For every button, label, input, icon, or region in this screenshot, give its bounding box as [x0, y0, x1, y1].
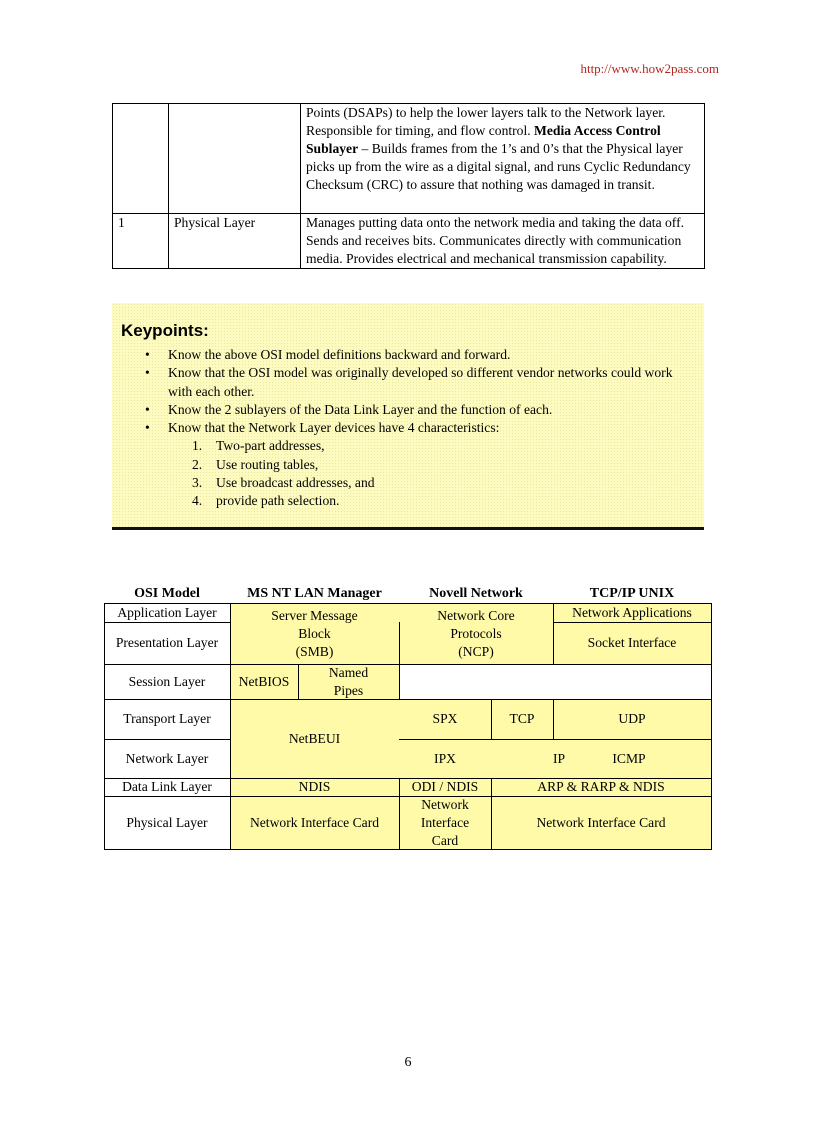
diagram-divider [553, 622, 711, 623]
diagram-divider [399, 622, 400, 699]
header-url[interactable]: http://www.how2pass.com [580, 61, 719, 76]
header-novell-network: Novell Network [429, 586, 523, 601]
diagram-divider [553, 699, 554, 739]
udp-label: UDP [618, 711, 646, 726]
list-item: 2. Use routing tables, [192, 456, 319, 472]
odi-ndis-label: ODI / NDIS [411, 779, 479, 794]
list-item: • Know that the Network Layer devices have 4 characteristics: 1. Two-part addresses, 2. Use routing tables, 3. Use broadcast addresses, and 4. provide path selection. [112, 419, 688, 510]
list-item: 1. Two-part addresses, [192, 438, 325, 454]
header-ms-nt-lan-manager: MS NT LAN Manager [247, 586, 382, 601]
keypoints-list [112, 346, 688, 511]
netbios-label: NetBIOS [238, 673, 290, 689]
ipx-label: IPX [434, 750, 456, 766]
named-pipes-label: Named Pipes [328, 664, 369, 698]
bullet-icon: • [145, 365, 150, 381]
diagram-border [104, 849, 712, 850]
tcp-label: TCP [509, 711, 535, 726]
ip-label: IP [552, 750, 566, 766]
bullet-icon: • [145, 401, 150, 417]
layer-description-cell: Points (DSAPs) to help the lower layers talk to the Network layer. Responsible for timing, and flow control. Media Access Control Sublayer – Builds frames from the 1’s and 0’s that the Physical layer picks up from the wire as a digital signal, and runs Cyclic Redundancy Checksum (CRC) to assure that nothing was damaged in transit. [301, 104, 705, 214]
layer-number-cell [113, 104, 169, 214]
arp-rarp-ndis-label: ARP & RARP & NDIS [537, 779, 665, 794]
diagram-divider [104, 796, 711, 797]
list-item: 4. provide path selection. [192, 493, 340, 509]
diagram-divider [491, 778, 492, 850]
layer-number-cell: 1 [113, 214, 169, 269]
list-item: • Know the 2 sublayers of the Data Link Layer and the function of each. [112, 401, 688, 419]
osi-data-link-layer: Data Link Layer [122, 779, 212, 794]
diagram-divider [104, 739, 230, 740]
osi-network-layer: Network Layer [125, 750, 209, 766]
diagram-divider [104, 778, 711, 779]
layer-name-cell [169, 104, 301, 214]
header-tcpip-unix: TCP/IP UNIX [589, 586, 675, 601]
tcpip-nic-label: Network Interface Card [536, 815, 666, 830]
novell-nic-label: Network Interface Card [420, 797, 470, 848]
diagram-divider [104, 622, 230, 623]
diagram-divider [553, 603, 554, 664]
diagram-border [104, 603, 712, 604]
spx-label: SPX [432, 711, 458, 726]
list-item: • Know that the OSI model was originally developed so different vendor networks could work with each other. [145, 365, 673, 399]
diagram-divider [491, 699, 492, 739]
diagram-divider [104, 699, 711, 700]
osi-presentation-layer: Presentation Layer [115, 635, 219, 650]
list-item: • Know the above OSI model definitions backward and forward. [112, 346, 688, 364]
icmp-label: ICMP [612, 750, 646, 766]
diagram-border [711, 603, 712, 850]
smb-label: Server Message Block (SMB) [271, 608, 358, 659]
diagram-border [104, 603, 105, 850]
table-row [113, 104, 705, 214]
osi-application-layer: Application Layer [117, 605, 217, 620]
osi-session-layer: Session Layer [128, 673, 206, 689]
ms-ndis-label: NDIS [298, 779, 331, 794]
bullet-icon: • [145, 420, 150, 436]
diagram-divider [230, 603, 231, 850]
diagram-divider [298, 664, 299, 699]
page-number: 6 [404, 1055, 412, 1070]
header-osi-model: OSI Model [134, 586, 200, 601]
keypoints-box [112, 303, 704, 530]
layer-name-cell: Physical Layer [169, 214, 301, 269]
bullet-icon: • [145, 347, 150, 362]
osi-physical-layer: Physical Layer [126, 815, 208, 830]
diagram-divider [399, 778, 400, 850]
ms-nic-label: Network Interface Card [249, 815, 380, 830]
layer-description-cell: Manages putting data onto the network media and taking the data off. Sends and receives bits. Communicates directly with communication media. Provides electrical and mechanical transmission capability. [301, 214, 705, 269]
network-applications-label: Network Applications [572, 605, 692, 620]
socket-interface-label: Socket Interface [587, 635, 677, 650]
keypoints-title: Keypoints: [121, 321, 209, 340]
table-row [113, 214, 705, 269]
diagram-divider [399, 739, 711, 740]
osi-definitions-table [112, 103, 705, 269]
osi-transport-layer: Transport Layer [123, 711, 211, 726]
netbeui-label: NetBEUI [288, 730, 341, 746]
characteristics-list [168, 437, 688, 510]
ncp-label: Network Core Protocols (NCP) [437, 608, 515, 659]
list-item: 3. Use broadcast addresses, and [192, 475, 375, 491]
diagram-divider [104, 664, 711, 665]
